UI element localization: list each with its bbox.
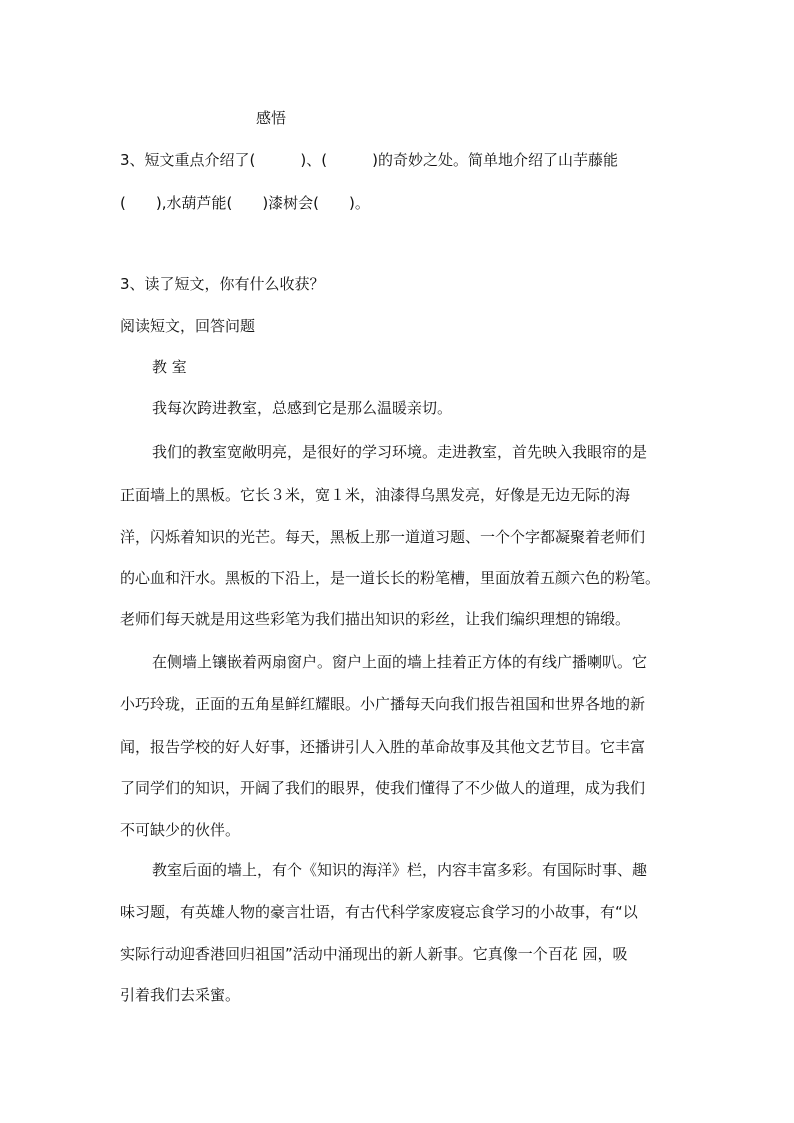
paragraph-2-line: 洋，闪烁着知识的光芒。每天，黑板上那一道道习题、一个个字都凝聚着老师们 — [120, 528, 646, 546]
paragraph-3-line: 在侧墙上镶嵌着两扇窗户。窗户上面的墙上挂着正方体的有线广播喇叭。它 — [152, 653, 648, 671]
top-fragment: 感悟 — [256, 109, 287, 127]
question-3-line-1: 3、短文重点介绍了( )、( )的奇妙之处。简单地介绍了山芋藤能 — [120, 151, 618, 169]
paragraph-4-line: 味习题，有英雄人物的豪言壮语，有古代科学家废寝忘食学习的小故事，有“以 — [120, 903, 638, 921]
paragraph-4-line: 引着我们去采蜜。 — [120, 986, 241, 1004]
paragraph-3-line: 不可缺少的伙伴。 — [120, 821, 241, 839]
paragraph-1: 我每次跨进教室，总感到它是那么温暖亲切。 — [152, 399, 453, 417]
paragraph-2-line: 正面墙上的黑板。它长３米，宽１米，油漆得乌黑发亮，好像是无边无际的海 — [120, 486, 631, 504]
paragraph-2-line: 老师们每天就是用这些彩笔为我们描出知识的彩丝，让我们编织理想的锦缎。 — [120, 610, 631, 628]
reading-instruction: 阅读短文，回答问题 — [120, 317, 256, 335]
question-3-harvest: 3、读了短文，你有什么收获？ — [120, 275, 325, 293]
paragraph-4-line: 实际行动迎香港回归祖国”活动中涌现出的新人新事。它真像一个百花 园，吸 — [120, 945, 628, 963]
paragraph-2-line: 我们的教室宽敞明亮，是很好的学习环境。走进教室，首先映入我眼帘的是 — [152, 443, 648, 461]
paragraph-2-line: 的心血和汗水。黑板的下沿上，是一道长长的粉笔槽，里面放着五颜六色的粉笔。 — [120, 569, 661, 587]
paragraph-3-line: 了同学们的知识，开阔了我们的眼界，使我们懂得了不少做人的道理，成为我们 — [120, 779, 646, 797]
question-3-line-2: ( ),水葫芦能( )漆树会( )。 — [120, 194, 370, 212]
essay-title: 教 室 — [152, 358, 187, 376]
paragraph-3-line: 小巧玲珑，正面的五角星鲜红耀眼。小广播每天向我们报告祖国和世界各地的新 — [120, 695, 646, 713]
paragraph-4-line: 教室后面的墙上，有个《知识的海洋》栏，内容丰富多彩。有国际时事、趣 — [152, 861, 648, 879]
paragraph-3-line: 闻，报告学校的好人好事，还播讲引人入胜的革命故事及其他文艺节目。它丰富 — [120, 738, 646, 756]
